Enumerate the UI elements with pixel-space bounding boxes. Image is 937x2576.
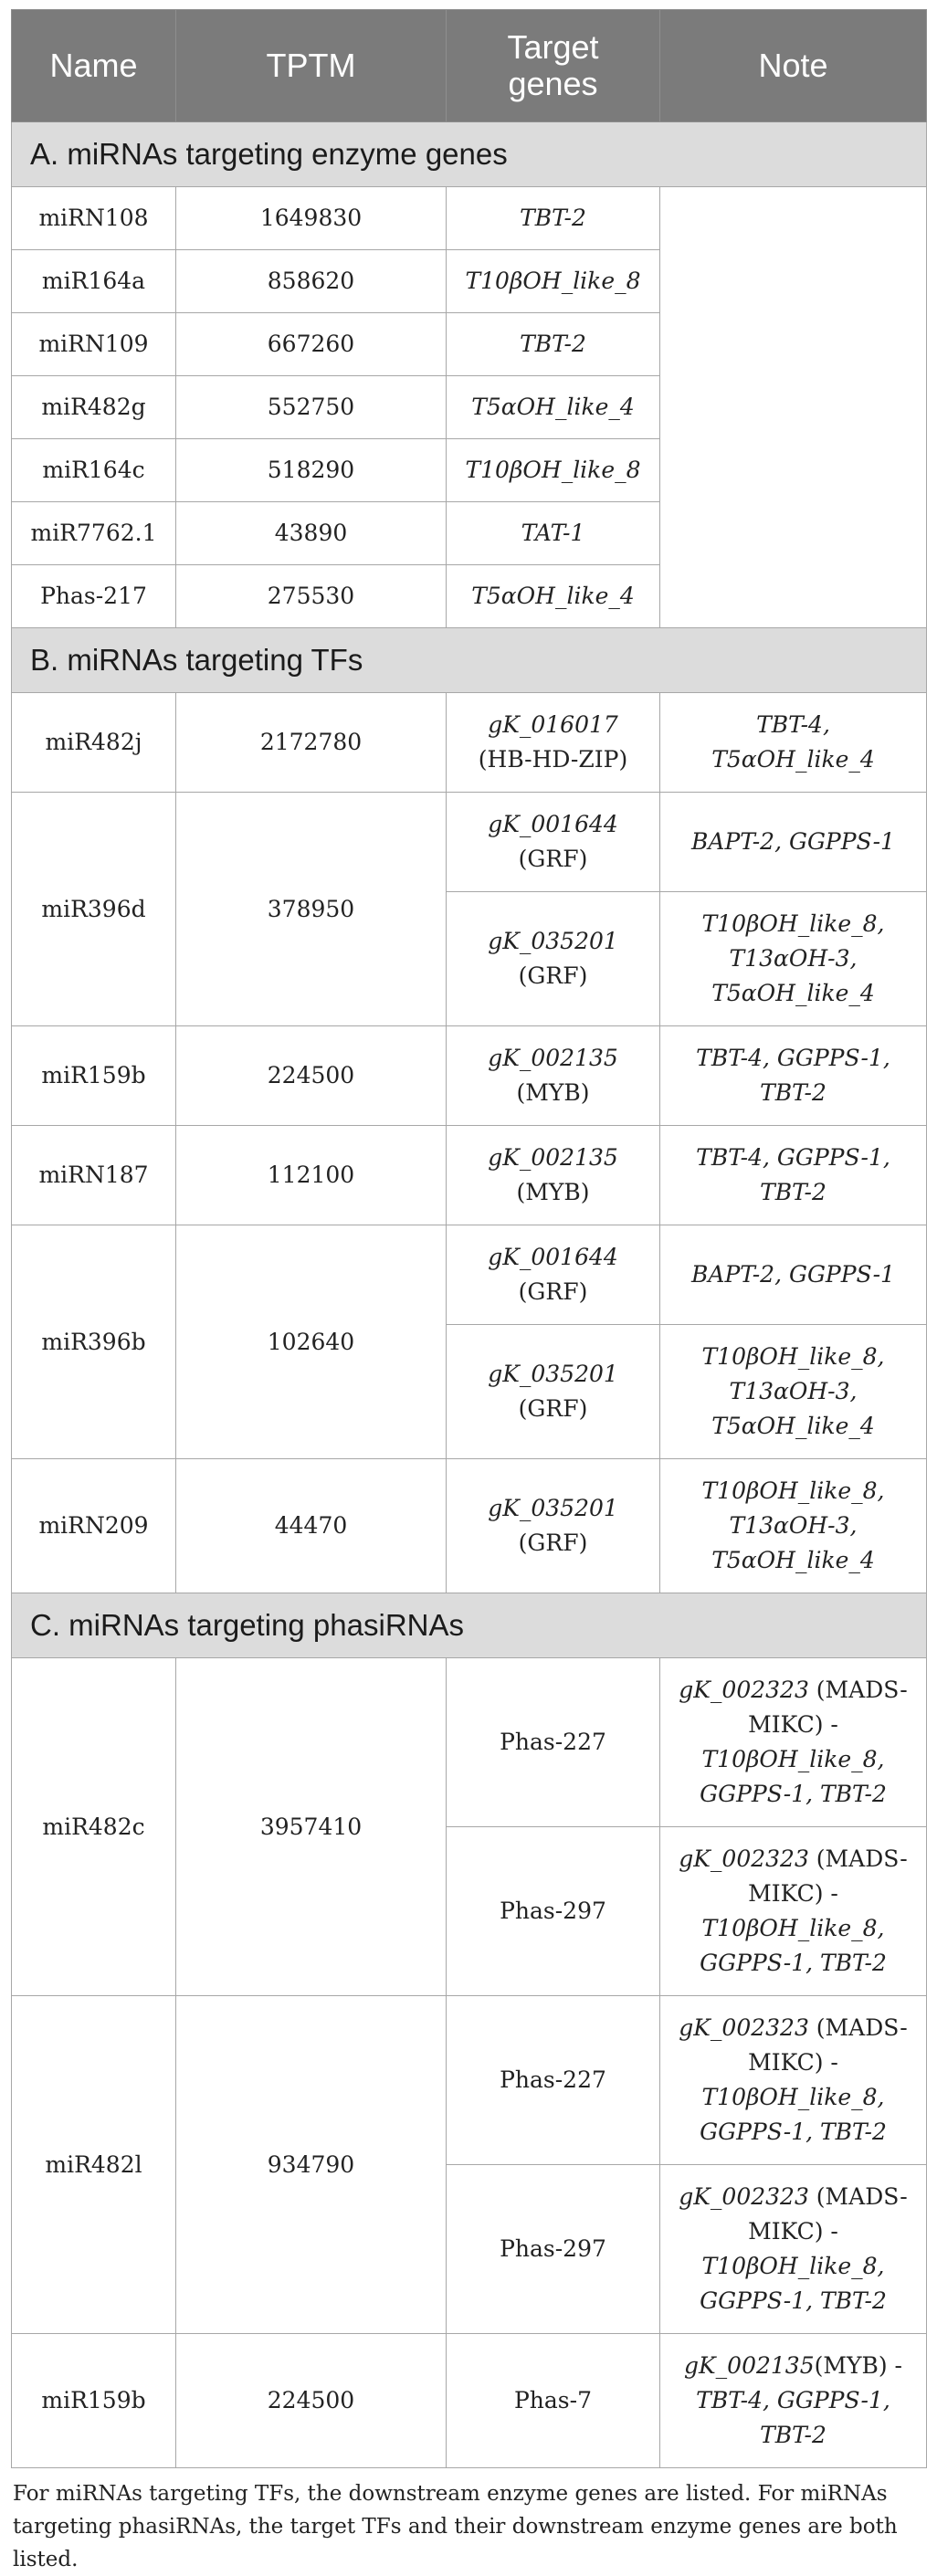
tptm-value: 224500 — [176, 2334, 447, 2468]
phasirna: Phas-297 — [447, 2165, 660, 2334]
note-gene-id: gK_002323 — [679, 1677, 809, 1703]
table-row — [12, 2334, 927, 2468]
phasirna: Phas-227 — [447, 1658, 660, 1827]
section-header-b — [12, 628, 927, 693]
gene-id: gK_035201 — [488, 1361, 618, 1387]
table-container — [11, 9, 926, 2576]
header-row — [12, 10, 927, 122]
table-row — [12, 1026, 927, 1126]
section-title-c: C. miRNAs targeting phasiRNAs — [12, 1593, 927, 1658]
phasirna: Phas-227 — [447, 1996, 660, 2165]
note-genes: T10βOH_like_8, GGPPS-1, TBT-2 — [700, 1915, 887, 1976]
table-row — [12, 793, 927, 892]
section-header-c — [12, 1593, 927, 1658]
tptm-value: 858620 — [176, 250, 447, 313]
table-row — [12, 1225, 927, 1325]
header-note: Note — [660, 10, 927, 122]
gene-family: (MYB) — [516, 1179, 590, 1205]
mirna-name: miRN187 — [12, 1126, 176, 1225]
gene-id: gK_001644 — [488, 1244, 618, 1270]
note — [660, 1996, 927, 2165]
gene-family: (GRF) — [518, 1278, 588, 1305]
note: T10βOH_like_8, T13αOH-3, T5αOH_like_4 — [660, 1459, 927, 1593]
tptm-value: 552750 — [176, 376, 447, 439]
mirna-target-table — [11, 9, 927, 2468]
gene-family: (MYB) — [516, 1079, 590, 1106]
note: TBT-4, GGPPS-1, TBT-2 — [660, 1026, 927, 1126]
target-gene: T10βOH_like_8 — [447, 250, 660, 313]
note-gene-id: gK_002323 — [679, 2183, 809, 2210]
mirna-name: miR482l — [12, 1996, 176, 2334]
note-genes: T10βOH_like_8, GGPPS-1, TBT-2 — [700, 2084, 887, 2145]
target-gene — [447, 892, 660, 1026]
mirna-name: Phas-217 — [12, 565, 176, 628]
tptm-value: 224500 — [176, 1026, 447, 1126]
mirna-name: miRN209 — [12, 1459, 176, 1593]
gene-id: gK_035201 — [488, 1495, 618, 1521]
header-tptm: TPTM — [176, 10, 447, 122]
gene-id: gK_002135 — [488, 1045, 618, 1071]
mirna-name: miR482j — [12, 693, 176, 793]
mirna-name: miR164c — [12, 439, 176, 502]
note-gene-id: gK_002323 — [679, 1845, 809, 1872]
mirna-name: miR7762.1 — [12, 502, 176, 565]
gene-family: (HB-HD-ZIP) — [478, 746, 628, 773]
note-genes: T10βOH_like_8, GGPPS-1, TBT-2 — [700, 2253, 887, 2314]
gene-family: (GRF) — [518, 846, 588, 872]
header-name: Name — [12, 10, 176, 122]
note: T10βOH_like_8, T13αOH-3, T5αOH_like_4 — [660, 1325, 927, 1459]
note: BAPT-2, GGPPS-1 — [660, 1225, 927, 1325]
target-gene — [447, 1026, 660, 1126]
mirna-name: miR396d — [12, 793, 176, 1026]
section-title-b: B. miRNAs targeting TFs — [12, 628, 927, 693]
tptm-value: 934790 — [176, 1996, 447, 2334]
gene-id: gK_035201 — [488, 928, 618, 954]
section-header-a — [12, 122, 927, 187]
mirna-name: miR159b — [12, 1026, 176, 1126]
target-gene — [447, 1126, 660, 1225]
table-row — [12, 693, 927, 793]
note-genes: TBT-4, GGPPS-1, TBT-2 — [696, 2387, 890, 2448]
tptm-value: 102640 — [176, 1225, 447, 1459]
note: BAPT-2, GGPPS-1 — [660, 793, 927, 892]
tptm-value: 1649830 — [176, 187, 447, 250]
header-target-genes: Target genes — [447, 10, 660, 122]
table-row — [12, 1459, 927, 1593]
note: TBT-4, T5αOH_like_4 — [660, 693, 927, 793]
mirna-name: miR164a — [12, 250, 176, 313]
tptm-value: 3957410 — [176, 1658, 447, 1996]
gene-id: gK_001644 — [488, 811, 618, 837]
target-gene — [447, 1325, 660, 1459]
table-row — [12, 1658, 927, 1827]
table-footnote: For miRNAs targeting TFs, the downstream enzyme genes are listed. For miRNAs targeting phasiRNAs, the target TFs and their downstream enzyme genes are both listed. — [13, 2482, 898, 2571]
tptm-value: 2172780 — [176, 693, 447, 793]
section-title-a: A. miRNAs targeting enzyme genes — [12, 122, 927, 187]
target-gene — [447, 793, 660, 892]
note: TBT-4, GGPPS-1, TBT-2 — [660, 1126, 927, 1225]
gene-id: gK_016017 — [488, 711, 618, 738]
note-gene-family: (MYB) - — [814, 2352, 902, 2379]
table-row — [12, 1996, 927, 2165]
table-row — [12, 187, 927, 250]
mirna-name: miR482g — [12, 376, 176, 439]
table-row — [12, 1126, 927, 1225]
note: T10βOH_like_8, T13αOH-3, T5αOH_like_4 — [660, 892, 927, 1026]
gene-id: gK_002135 — [488, 1144, 618, 1171]
gene-family: (GRF) — [518, 1395, 588, 1422]
tptm-value: 44470 — [176, 1459, 447, 1593]
note-gene-family: (MADS-MIKC) - — [748, 2183, 908, 2245]
tptm-value: 667260 — [176, 313, 447, 376]
target-gene: T5αOH_like_4 — [447, 376, 660, 439]
target-gene: TAT-1 — [447, 502, 660, 565]
tptm-value: 378950 — [176, 793, 447, 1026]
mirna-name: miR159b — [12, 2334, 176, 2468]
note-gene-id: gK_002135 — [684, 2352, 815, 2379]
mirna-name: miRN108 — [12, 187, 176, 250]
note-gene-family: (MADS-MIKC) - — [748, 1845, 908, 1907]
gene-family: (GRF) — [518, 962, 588, 989]
tptm-value: 112100 — [176, 1126, 447, 1225]
mirna-name: miR396b — [12, 1225, 176, 1459]
target-gene: T5αOH_like_4 — [447, 565, 660, 628]
note-gene-family: (MADS-MIKC) - — [748, 1677, 908, 1738]
target-gene — [447, 1459, 660, 1593]
note-gene-id: gK_002323 — [679, 2014, 809, 2041]
target-gene: TBT-2 — [447, 187, 660, 250]
note — [660, 1658, 927, 1827]
target-gene: TBT-2 — [447, 313, 660, 376]
tptm-value: 275530 — [176, 565, 447, 628]
note — [660, 1827, 927, 1996]
target-gene — [447, 1225, 660, 1325]
target-gene: T10βOH_like_8 — [447, 439, 660, 502]
note — [660, 2334, 927, 2468]
target-gene — [447, 693, 660, 793]
mirna-name: miR482c — [12, 1658, 176, 1996]
note-genes: T10βOH_like_8, GGPPS-1, TBT-2 — [700, 1746, 887, 1807]
gene-family: (GRF) — [518, 1530, 588, 1556]
note — [660, 2165, 927, 2334]
phasirna: Phas-297 — [447, 1827, 660, 1996]
tptm-value: 43890 — [176, 502, 447, 565]
tptm-value: 518290 — [176, 439, 447, 502]
mirna-name: miRN109 — [12, 313, 176, 376]
phasirna: Phas-7 — [447, 2334, 660, 2468]
note-gene-family: (MADS-MIKC) - — [748, 2014, 908, 2076]
note-empty — [660, 187, 927, 628]
